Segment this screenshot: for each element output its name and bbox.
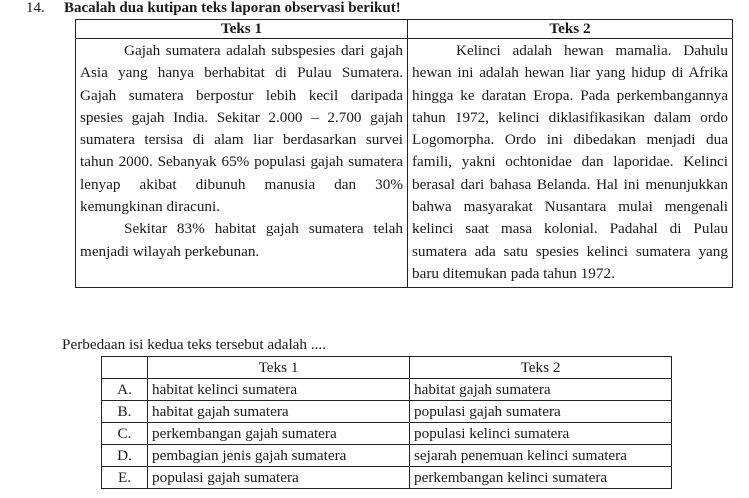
option-teks2: habitat gajah sumatera: [410, 379, 672, 401]
texts-header-teks2: Teks 2: [408, 20, 733, 39]
texts-header-row: [76, 20, 733, 39]
options-header-teks2: Teks 2: [410, 357, 672, 379]
teks1-paragraph-1: Gajah sumatera adalah subspesies dari gajah Asia yang hanya berhabitat di Pulau Sumatera. Gajah sumatera berpostur lebih kecil daripada spesies gajah India. Sekitar 2.000 – 2.700 gajah sumatera tersisa di alam liar berdasarkan survei tahun 2000. Sebanyak 65% populasi gajah sumatera lenyap akibat dibunuh manusia dan 30% kemungkinan diracuni.: [80, 42, 403, 216]
option-teks1: habitat gajah sumatera: [148, 401, 410, 423]
teks2-paragraph-1: Kelinci adalah hewan mamalia. Dahulu hewan ini adalah hewan liar yang hidup di Afrika hingga ke daratan Eropa. Pada perkembangannya tahun 1972, kelinci diklasifikasikan dalam ordo Logomorpha. Ordo ini dibedakan menjadi dua famili, yakni ochtonidae dan laporidae. Kelinci berasal dari bahasa Belanda. Hal ini menunjukkan bahwa masyarakat Nusantara mulai mengenali kelinci saat masa kolonial. Padahal di Pulau sumatera ada satu spesies kelinci sumatera yang baru ditemukan pada tahun 1972.: [412, 42, 728, 282]
teks1-paragraph-2: Sekitar 83% habitat gajah sumatera telah menjadi wilayah perkebunan.: [80, 220, 403, 260]
option-teks2: populasi kelinci sumatera: [410, 423, 672, 445]
options-header-letter: [102, 357, 148, 379]
options-header-teks1: Teks 1: [148, 357, 410, 379]
option-row-e[interactable]: [102, 467, 672, 489]
option-row-d[interactable]: [102, 445, 672, 467]
options-header-row: [102, 357, 672, 379]
option-teks1: perkembangan gajah sumatera: [148, 423, 410, 445]
texts-header-teks1: Teks 1: [76, 20, 408, 39]
question-prompt: Perbedaan isi kedua teks tersebut adalah ....: [62, 336, 327, 353]
option-letter: A.: [102, 379, 148, 401]
teks2-cell: [408, 39, 733, 288]
question-number: 14.: [26, 0, 45, 16]
option-teks1: pembagian jenis gajah sumatera: [148, 445, 410, 467]
option-teks1: habitat kelinci sumatera: [148, 379, 410, 401]
question-instruction: Bacalah dua kutipan teks laporan observasi berikut!: [64, 0, 401, 16]
answer-options-table: [101, 356, 672, 489]
option-teks2: perkembangan kelinci sumatera: [410, 467, 672, 489]
question-header: [26, 0, 401, 17]
observation-texts-table: [75, 19, 733, 288]
texts-body-row: [76, 39, 733, 288]
option-letter: B.: [102, 401, 148, 423]
teks1-cell: [76, 39, 408, 288]
option-row-c[interactable]: [102, 423, 672, 445]
option-letter: D.: [102, 445, 148, 467]
option-teks2: sejarah penemuan kelinci sumatera: [410, 445, 672, 467]
option-letter: E.: [102, 467, 148, 489]
option-row-a[interactable]: [102, 379, 672, 401]
option-letter: C.: [102, 423, 148, 445]
option-teks2: populasi gajah sumatera: [410, 401, 672, 423]
option-teks1: populasi gajah sumatera: [148, 467, 410, 489]
option-row-b[interactable]: [102, 401, 672, 423]
